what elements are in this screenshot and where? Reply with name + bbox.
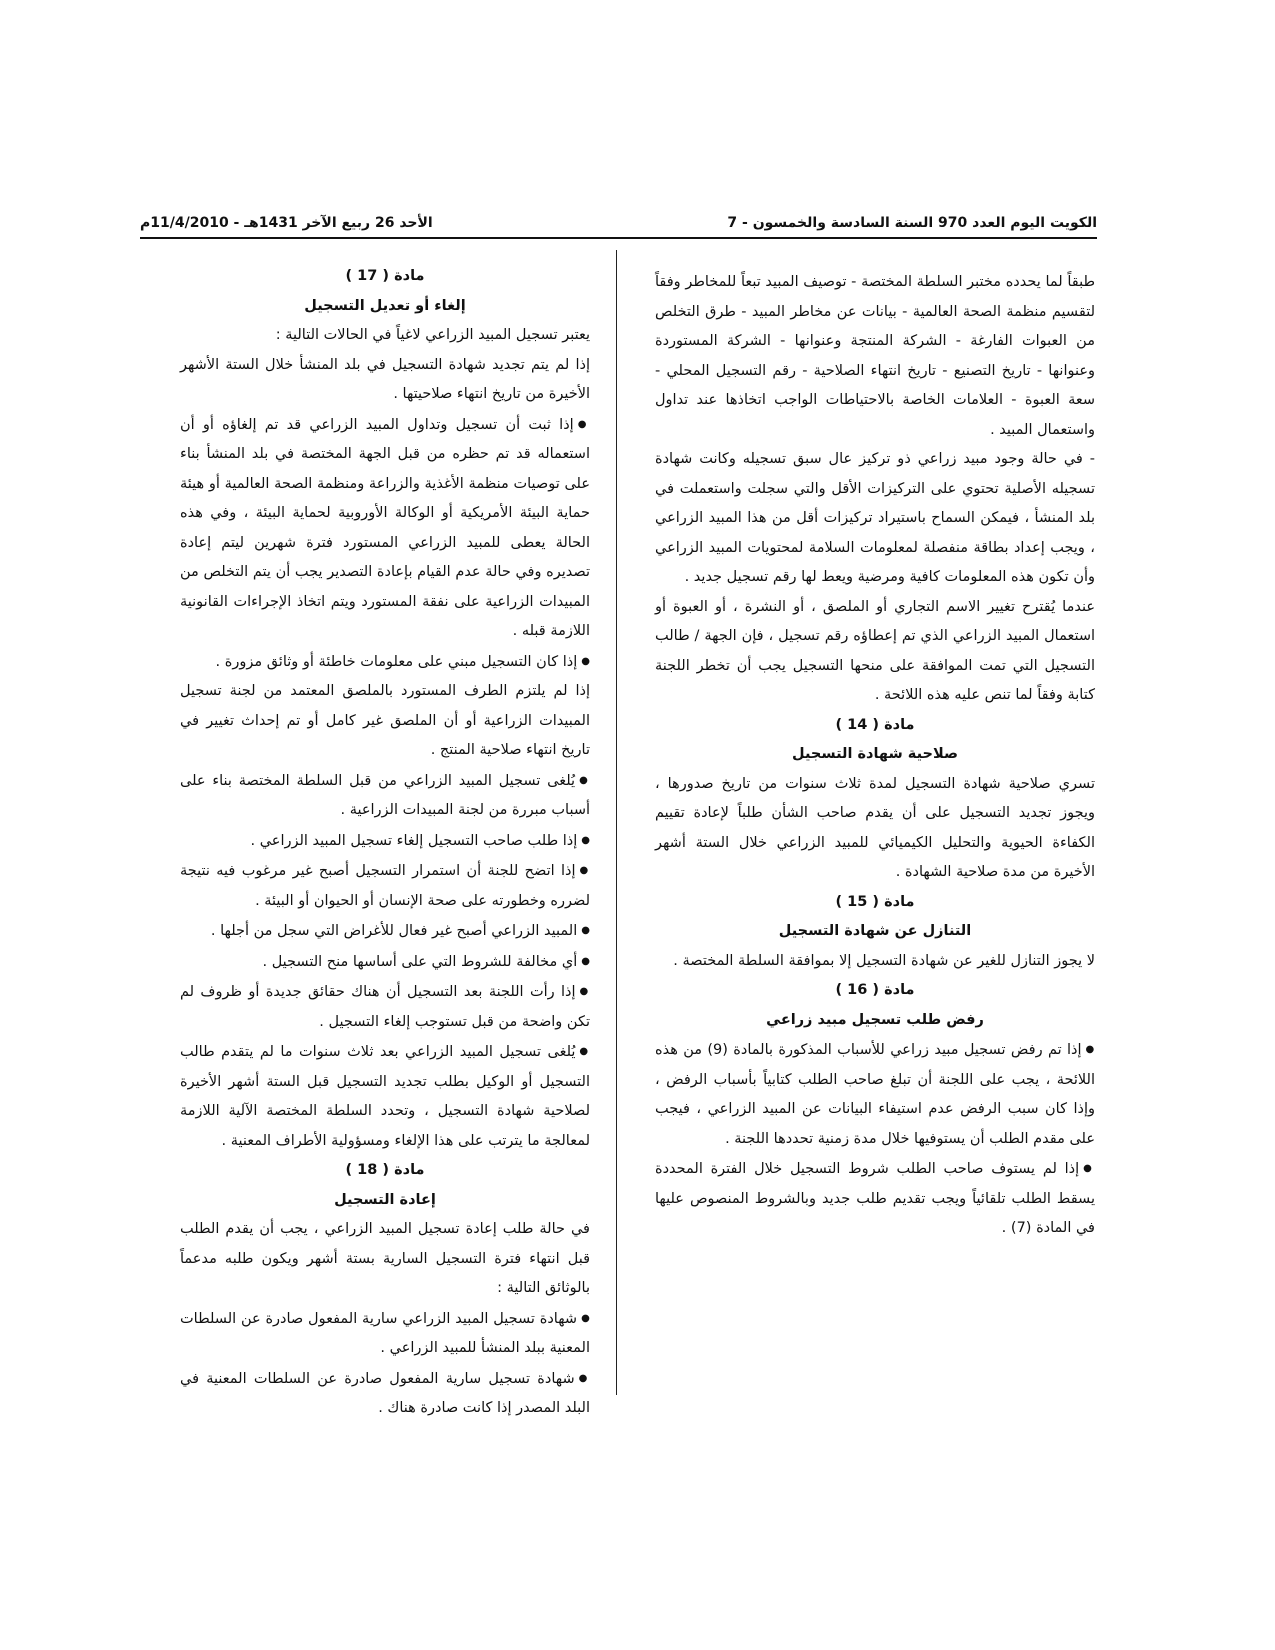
list-item: ● إذا لم يستوف صاحب الطلب شروط التسجيل خلال الفترة المحددة يسقط الطلب تلقائياً ويجب تقديم طلب جديد وبالشروط المنصوص عليها في المادة (7) . xyxy=(655,1154,1095,1244)
article-16-number: مادة ( 16 ) xyxy=(835,982,915,998)
article-17-intro: يعتبر تسجيل المبيد الزراعي لاغياً في الحالات التالية : xyxy=(275,327,590,343)
list-item: ● إذا ثبت أن تسجيل وتداول المبيد الزراعي قد تم إلغاؤه أو أن استعماله قد تم حظره من قبل الجهة المختصة في بلد المنشأ بناء على توصيات منظمة الأغذية والزراعة ومنظمة الصحة العالمية أو هيئة حماية البيئة الأمريكية أو الوكالة الأوروبية لحماية البيئة ، وفي هذه الحالة يعطى للمبيد الزراعي المستورد فترة شهرين ليتم إعادة تصديره وفي حالة عدم القيام بإعادة التصدير يجب أن يتم التخلص من المبيدات الزراعية على نفقة المستورد ويتم اتخاذ الإجراءات القانونية اللازمة قبله . xyxy=(180,410,590,647)
header-publication-info: الكويت اليوم العدد 970 السنة السادسة والخمسون - 7 xyxy=(727,215,1097,231)
article-15-text: لا يجوز التنازل للغير عن شهادة التسجيل إلا بموافقة السلطة المختصة . xyxy=(673,952,1095,969)
list-item: ● شهادة تسجيل المبيد الزراعي سارية المفعول صادرة عن السلطات المعنية ببلد المنشأ للمبيد الزراعي . xyxy=(180,1304,590,1364)
list-item: ● أي مخالفة للشروط التي على أساسها منح التسجيل . xyxy=(180,947,590,978)
list-item: ● شهادة تسجيل سارية المفعول صادرة عن السلطات المعنية في البلد المصدر إذا كانت صادرة هناك . xyxy=(180,1364,590,1424)
article-14-title: صلاحية شهادة التسجيل xyxy=(792,746,958,762)
paragraph: عندما يُقترح تغيير الاسم التجاري أو الملصق ، أو النشرة ، أو العبوة أو استعمال المبيد الزراعي الذي تم إعطاؤه رقم تسجيل ، فإن الجهة / طالب التسجيل التي تمت الموافقة على منحها التسجيل يجب أن تخطر اللجنة كتابة وفقاً لما تنص عليه هذه اللائحة . xyxy=(655,598,1095,703)
article-16-title: رفض طلب تسجيل مبيد زراعي xyxy=(766,1011,984,1028)
list-item: ● إذا طلب صاحب التسجيل إلغاء تسجيل المبيد الزراعي . xyxy=(180,826,590,857)
article-18-intro: في حالة طلب إعادة تسجيل المبيد الزراعي ، يجب أن يقدم الطلب قبل انتهاء فترة التسجيل السارية بستة أشهر ويكون طلبه مدعماً بالوثائق التالية : xyxy=(180,1221,590,1296)
article-18-title: إعادة التسجيل xyxy=(334,1191,436,1208)
list-item: إذا لم يتم تجديد شهادة التسجيل في بلد المنشأ خلال الستة الأشهر الأخيرة من تاريخ انتهاء صلاحيتها . xyxy=(180,356,590,402)
header-date: الأحد 26 ربيع الآخر 1431هـ - 11/4/2010م xyxy=(140,215,433,231)
paragraph: - في حالة وجود مبيد زراعي ذو تركيز عال سبق تسجيله وكانت شهادة تسجيله الأصلية تحتوي على التركيزات الأقل والتي سجلت واستعملت في بلد المنشأ ، فيمكن السماح باستيراد تركيزات أقل من هذا المبيد الزراعي ، ويجب إعداد بطاقة منفصلة لمعلومات السلامة لمحتويات المبيد الزراعي وأن تكون هذه المعلومات كافية ومرضية ويعط لها رقم تسجيل جديد . xyxy=(655,451,1095,585)
page-header xyxy=(140,212,1097,234)
list-item: ● إذا اتضح للجنة أن استمرار التسجيل أصبح غير مرغوب فيه نتيجة لضرره وخطورته على صحة الإنسان أو الحيوان أو البيئة . xyxy=(180,856,590,916)
header-rule xyxy=(140,237,1097,239)
left-column xyxy=(180,262,590,1424)
article-17-number: مادة ( 17 ) xyxy=(345,268,425,284)
list-item: إذا لم يلتزم الطرف المستورد بالملصق المعتمد من لجنة تسجيل المبيدات الزراعية أو أن الملصق غير كامل أو تم إحداث تغيير في تاريخ انتهاء صلاحية المنتج . xyxy=(180,683,590,758)
right-column xyxy=(655,268,1095,1244)
column-divider xyxy=(616,250,617,1395)
article-14-number: مادة ( 14 ) xyxy=(835,716,915,733)
list-item: ● إذا تم رفض تسجيل مبيد زراعي للأسباب المذكورة بالمادة (9) من هذه اللائحة ، يجب على اللجنة أن تبلغ صاحب الطلب كتابياً بأسباب الرفض ، وإذا كان سبب الرفض عدم استيفاء البيانات عن المبيد الزراعي ، فيجب على مقدم الطلب أن يستوفيها خلال مدة زمنية تحددها اللجنة . xyxy=(655,1035,1095,1154)
article-18-number: مادة ( 18 ) xyxy=(345,1162,425,1178)
list-item: ● يُلغى تسجيل المبيد الزراعي بعد ثلاث سنوات ما لم يتقدم طالب التسجيل أو الوكيل بطلب تجديد التسجيل قبل الستة أشهر الأخيرة لصلاحية شهادة التسجيل ، وتحدد السلطة المختصة الآلية اللازمة لمعالجة ما يترتب على هذا الإلغاء ومسؤولية الأطراف المعنية . xyxy=(180,1037,590,1156)
list-item: ● يُلغى تسجيل المبيد الزراعي من قبل السلطة المختصة بناء على أسباب مبررة من لجنة المبيدات الزراعية . xyxy=(180,766,590,826)
list-item: ● المبيد الزراعي أصبح غير فعال للأغراض التي سجل من أجلها . xyxy=(180,916,590,947)
article-17-title: إلغاء أو تعديل التسجيل xyxy=(304,297,466,314)
article-15-number: مادة ( 15 ) xyxy=(835,893,915,910)
list-item: ● إذا كان التسجيل مبني على معلومات خاطئة أو وثائق مزورة . xyxy=(180,647,590,678)
article-15-title: التنازل عن شهادة التسجيل xyxy=(778,923,972,939)
article-14-text: تسري صلاحية شهادة التسجيل لمدة ثلاث سنوات من تاريخ صدورها ، ويجوز تجديد التسجيل على أن يقدم صاحب الشأن طلباً لإعادة تقييم الكفاءة الحيوية والتحليل الكيميائي للمبيد الزراعي خلال الستة أشهر الأخيرة من مدة صلاحية الشهادة . xyxy=(655,775,1095,880)
list-item: ● إذا رأت اللجنة بعد التسجيل أن هناك حقائق جديدة أو ظروف لم تكن واضحة من قبل تستوجب إلغاء التسجيل . xyxy=(180,977,590,1037)
paragraph: طبقاً لما يحدده مختبر السلطة المختصة - توصيف المبيد تبعاً للمخاطر وفقاً لتقسيم منظمة الصحة العالمية - بيانات عن مخاطر المبيد - طرق التخلص من العبوات الفارغة - الشركة المنتجة وعنوانها - الشركة المستوردة وعنوانها - تاريخ التصنيع - تاريخ انتهاء الصلاحية - رقم التسجيل المحلي - سعة العبوة - العلامات الخاصة بالاحتياطات الواجب اتخاذها عند تداول واستعمال المبيد . xyxy=(655,274,1095,438)
